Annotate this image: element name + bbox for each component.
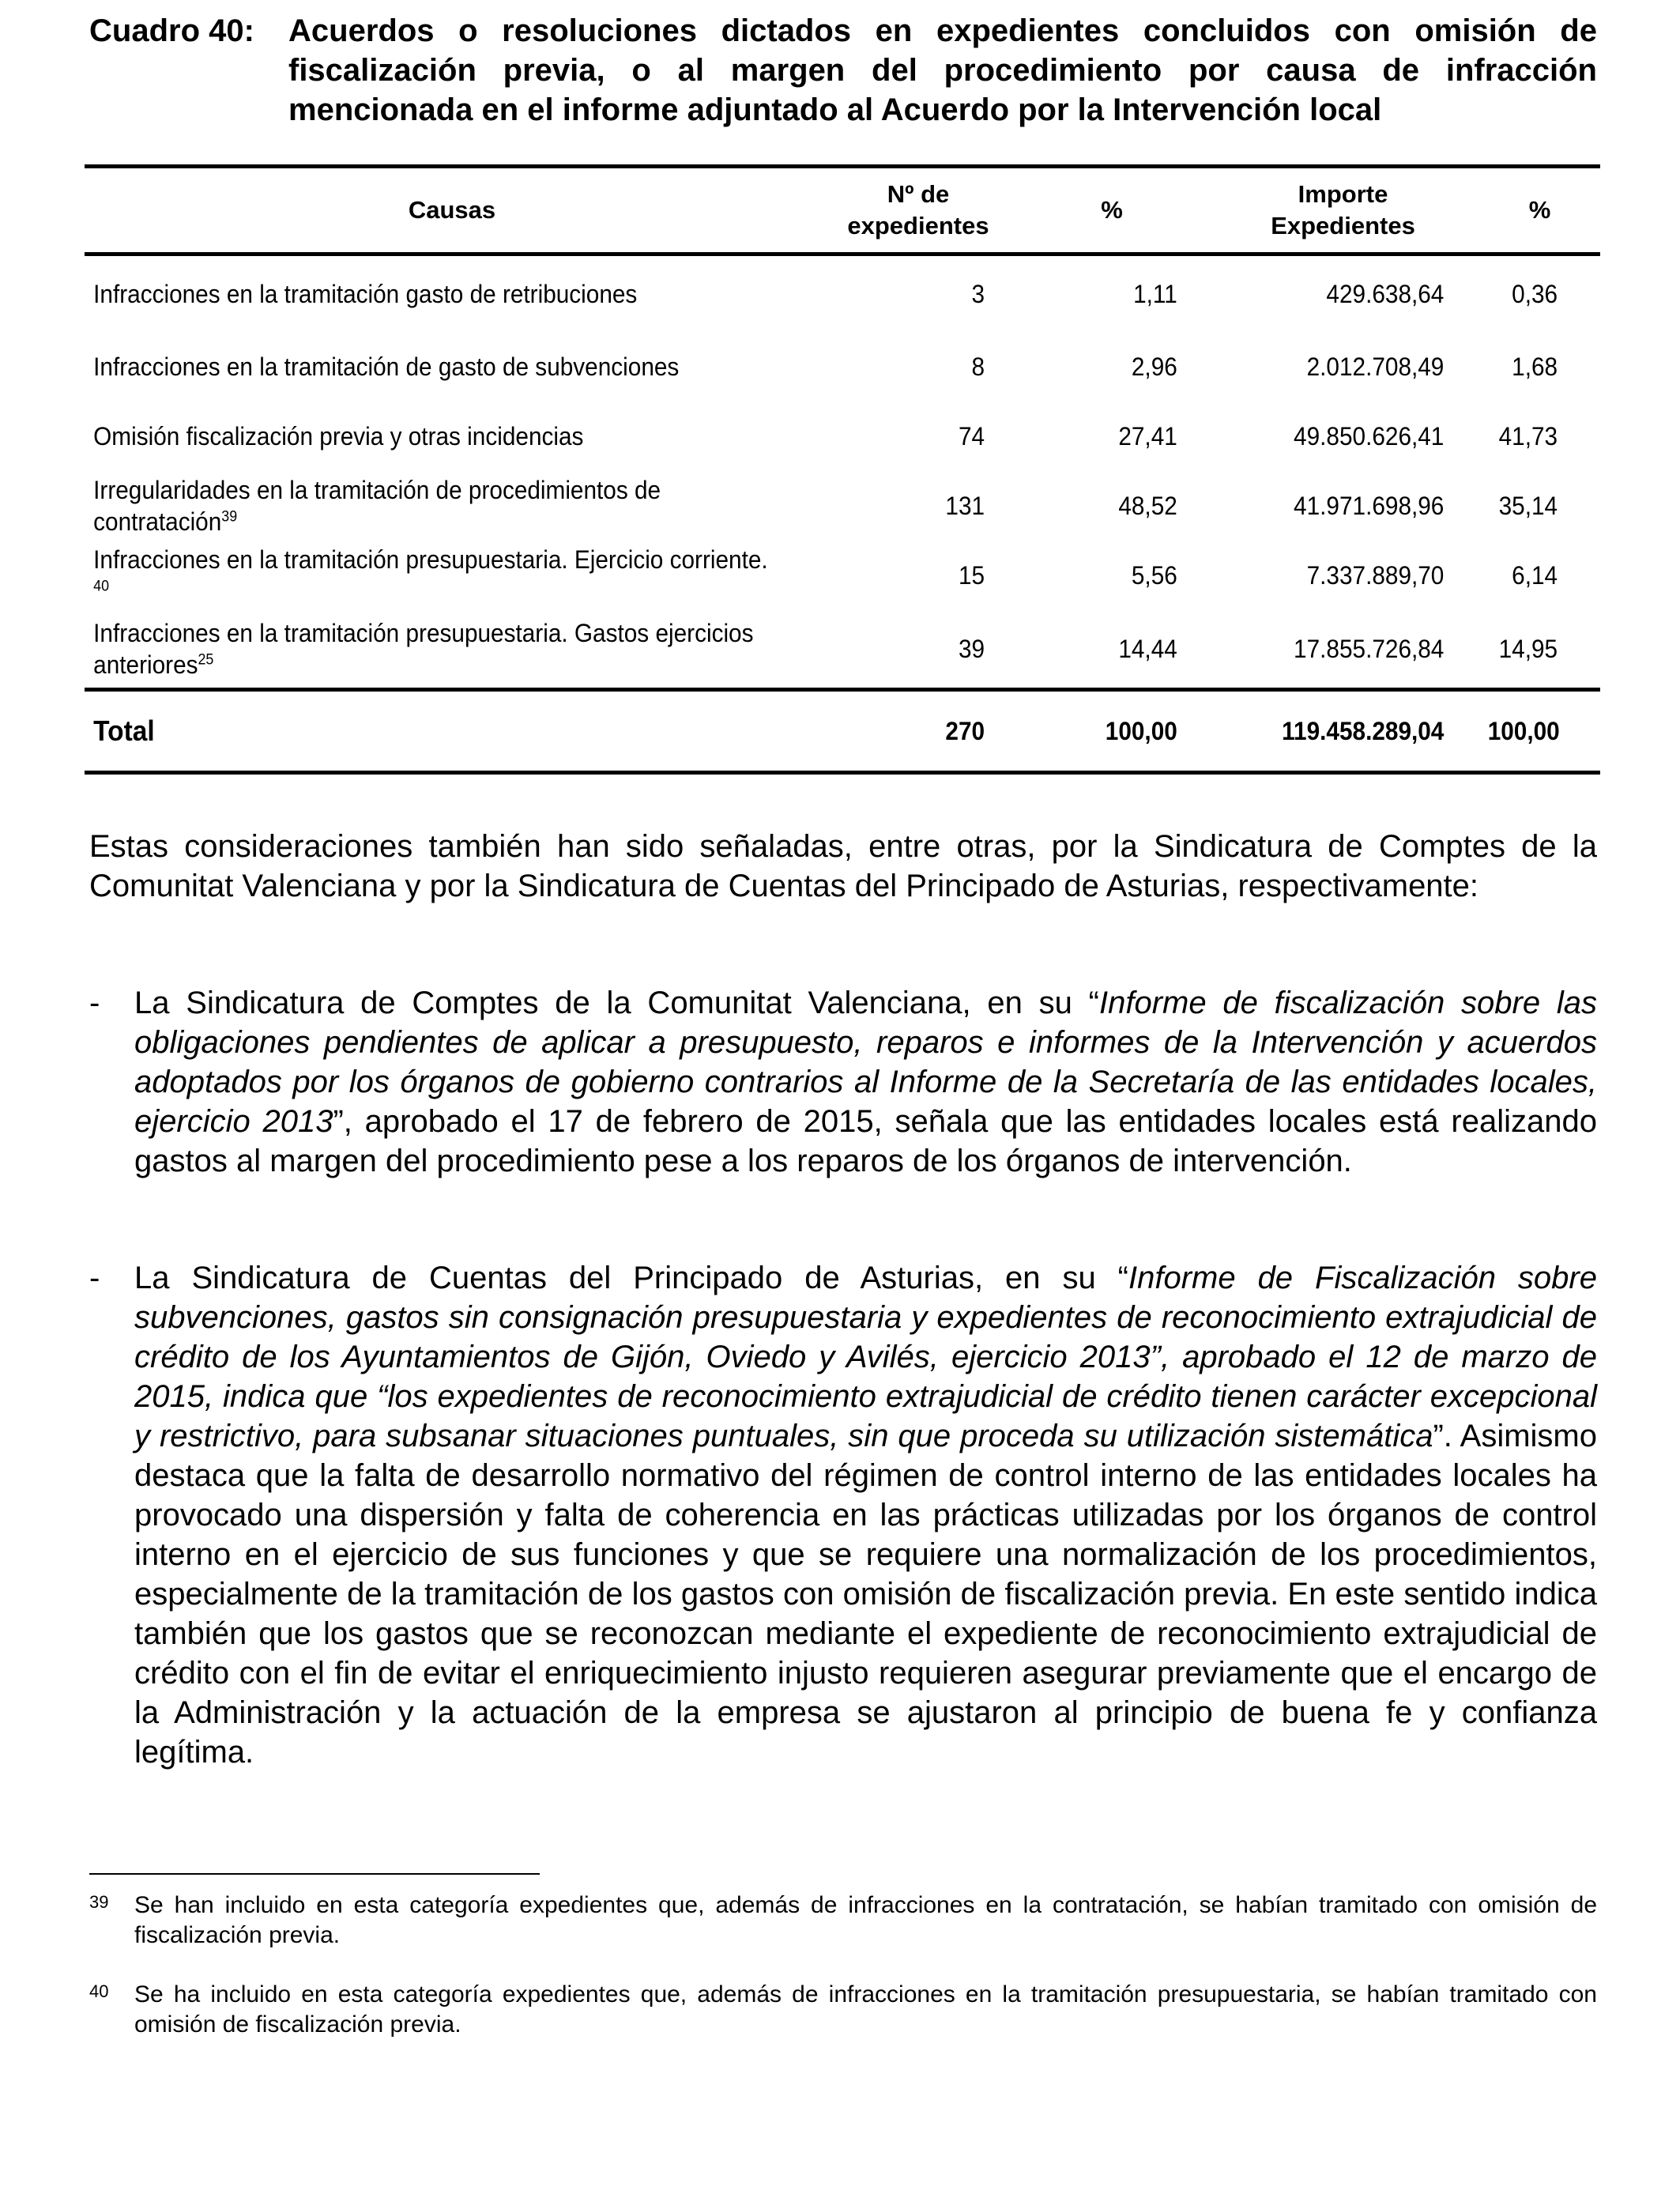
table-row (85, 541, 1600, 610)
cell-importe: 41.971.698,96 (1294, 492, 1445, 520)
cell-pct: 14,44 (1118, 635, 1177, 663)
footnote-number: 39 (89, 1892, 109, 1912)
cell-causa: Infracciones en la tramitación de gasto de subvenciones (93, 352, 680, 381)
cell-pct-importe: 35,14 (1498, 492, 1558, 520)
header-pct-importe: % (1479, 167, 1600, 254)
cell-num: 15 (958, 561, 985, 590)
footnote-separator (89, 1873, 540, 1875)
table-header-row (85, 167, 1600, 254)
table-row (85, 610, 1600, 690)
cell-causa: Infracciones en la tramitación presupuestaria. Gastos ejercicios anteriores$^{25}$ (93, 619, 754, 679)
total-pct-importe: 100,00 (1488, 690, 1600, 773)
table-row (85, 332, 1600, 401)
cell-pct: 48,52 (1118, 492, 1177, 520)
table-row (85, 471, 1600, 541)
cell-causa: Infracciones en la tramitación gasto de retribuciones (93, 280, 638, 308)
caption-title: Acuerdos o resoluciones dictados en expedientes concluidos con omisión de fiscalización previa, o al margen del procedimiento por causa de infracción mencionada en el informe adjuntado al Acuerdo por la Intervención local (288, 13, 1597, 127)
cell-causa: Infracciones en la tramitación presupuestaria. Ejercicio corriente. $^{40}$ (93, 545, 768, 595)
footnote-text: Se ha incluido en esta categoría expedientes que, además de infracciones en la tramitación presupuestaria, se habían tramitado con omisión de fiscalización previa. (134, 1981, 1597, 2038)
bullet-dash: - (89, 1261, 100, 1295)
data-table (85, 164, 1600, 775)
footnote-number: 40 (89, 1981, 109, 2001)
table-total-row (85, 690, 1600, 773)
cell-importe: 7.337.889,70 (1306, 561, 1445, 590)
cell-pct: 27,41 (1118, 422, 1177, 450)
total-num: 270 (834, 690, 1018, 773)
cell-num: 3 (971, 280, 985, 308)
total-label: Total (85, 690, 768, 773)
cell-num: 131 (945, 492, 985, 520)
total-importe: 119.458.289,04 (1226, 690, 1479, 773)
bullet-text: La Sindicatura de Comptes de la Comunitat Valenciana, en su “Informe de fiscalización sobre las obligaciones pendientes de aplicar a presupuesto, reparos e informes de la Intervención y acuerdos adoptados por los órganos de gobierno contrarios al Informe de la Secretaría de las entidades locales, ejercicio 2013”, aprobado el 17 de febrero de 2015, señala que las entidades locales está realizando gastos al margen del procedimiento pese a los reparos de los órganos de intervención. (134, 986, 1597, 1178)
bullet-valencia (89, 983, 1597, 1181)
cell-pct-importe: 0,36 (1512, 280, 1558, 308)
cell-importe: 49.850.626,41 (1294, 422, 1445, 450)
cell-causa: Omisión fiscalización previa y otras incidencias (93, 422, 584, 450)
bullet-text: La Sindicatura de Cuentas del Principado de Asturias, en su “Informe de Fiscalización sobre subvenciones, gastos sin consignación presupuestaria y expedientes de reconocimiento extrajudicial de crédito de los Ayuntamientos de Gijón, Oviedo y Avilés, ejercicio 2013”, aprobado el 12 de marzo de 2015, indica que “los expedientes de reconocimiento extrajudicial de crédito tienen carácter excepcional y restrictivo, para subsanar situaciones puntuales, sin que proceda su utilización sistemática”. Asimismo destaca que la falta de desarrollo normativo del régimen de control interno de las entidades locales ha provocado una dispersión y falta de coherencia en las prácticas utilizadas por los órganos de control interno en el ejercicio de sus funciones y que se requiere una normalización de los procedimientos, especialmente de la tramitación de los gastos con omisión de fiscalización previa. En este sentido indica también que los gastos que se reconozcan mediante el expediente de reconocimiento extrajudicial de crédito con el fin de evitar el enriquecimiento injusto requieren asegurar previamente que el encargo de la Administración y la actuación de la empresa se ajustaron al principio de buena fe y confianza legítima. (134, 1261, 1597, 1770)
cell-pct-importe: 1,68 (1512, 352, 1558, 381)
cell-num: 74 (958, 422, 985, 450)
intro-paragraph: Estas consideraciones también han sido señaladas, entre otras, por la Sindicatura de Comptes de la Comunitat Valenciana y por la Sindicatura de Cuentas del Principado de Asturias, respectivamente: (89, 829, 1597, 903)
cell-causa: Irregularidades en la tramitación de procedimientos de contratación$^{39}$ (93, 476, 661, 536)
header-pct-expedientes: % (1017, 167, 1207, 254)
cell-importe: 2.012.708,49 (1306, 352, 1445, 381)
cell-pct: 5,56 (1131, 561, 1177, 590)
footnote-39 (89, 1891, 1597, 1951)
cell-pct: 2,96 (1131, 352, 1177, 381)
cell-pct: 1,11 (1133, 280, 1177, 308)
cell-importe: 17.855.726,84 (1294, 635, 1445, 663)
header-causas: Causas (85, 167, 819, 254)
cell-importe: 429.638,64 (1326, 280, 1445, 308)
table-caption (89, 11, 1597, 130)
header-importe: Importe Expedientes (1207, 167, 1479, 254)
cell-pct-importe: 41,73 (1498, 422, 1558, 450)
table-row (85, 401, 1600, 471)
cell-num: 8 (971, 352, 985, 381)
total-pct: 100,00 (1030, 690, 1207, 773)
header-num-expedientes: Nº de expedientes (819, 167, 1017, 254)
caption-label: Cuadro 40: (89, 13, 254, 48)
cell-pct-importe: 6,14 (1512, 561, 1558, 590)
bullet-asturias (89, 1258, 1597, 1772)
footnote-40 (89, 1980, 1597, 2040)
cell-num: 39 (958, 635, 985, 663)
footnote-text: Se han incluido en esta categoría expedientes que, además de infracciones en la contratación, se habían tramitado con omisión de fiscalización previa. (134, 1892, 1597, 1948)
table-row (85, 254, 1600, 333)
cell-pct-importe: 14,95 (1498, 635, 1558, 663)
bullet-dash: - (89, 986, 100, 1020)
